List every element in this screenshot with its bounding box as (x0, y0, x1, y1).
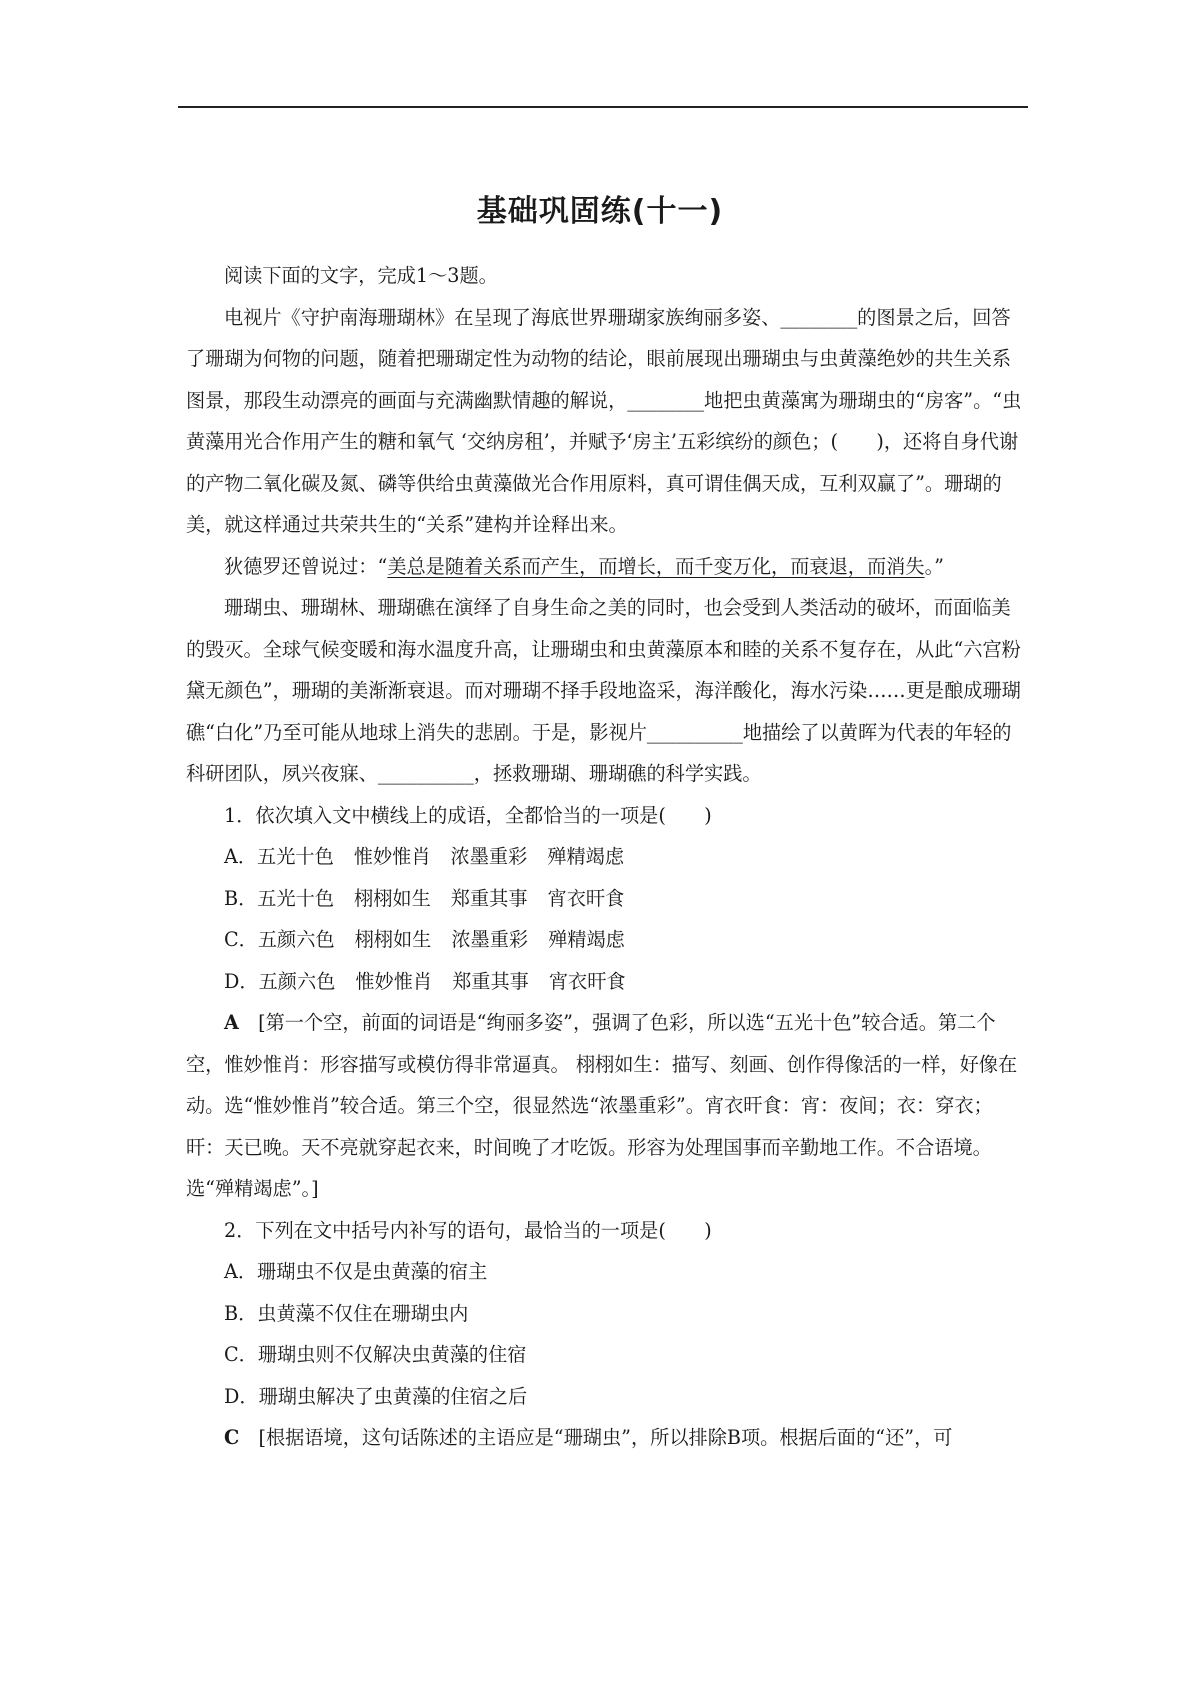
passage-paragraph-2 (186, 546, 1026, 588)
page-title: 基础巩固练(十一) (476, 194, 724, 229)
document-body (186, 255, 1026, 1459)
question-2-option-b: B．虫黄藻不仅住在珊瑚虫内 (224, 1301, 469, 1325)
quote-tail: 。” (924, 554, 944, 578)
question-2-option-a: A．珊瑚虫不仅是虫黄藻的宿主 (224, 1260, 488, 1283)
question-2-answer (186, 1417, 1026, 1459)
question-1-stem: 1．依次填入文中横线上的成语，全都恰当的一项是( ) (224, 803, 712, 827)
passage-paragraph-3: 珊瑚虫、珊瑚林、珊瑚礁在演绎了自身生命之美的同时，也会受到人类活动的破坏，而面临美的毁灭。全球气候变暖和海水温度升高，让珊瑚虫和虫黄藻原本和睦的关系不复存在，从此“六宫粉黛无颜色”，珊瑚的美渐渐衰退。而对珊瑚不择手段地盗采，海洋酸化，海水污染……更是酿成珊瑚礁“白化”乃至可能从地球上消失的悲剧。于是，影视片__________地描绘了以黄晖为代表的年轻的科研团队，夙兴夜寐、__________，拯救珊瑚、珊瑚礁的科学实践。 (186, 596, 1021, 785)
question-1-option-d: D．五颜六色 惟妙惟肖 郑重其事 宵衣旰食 (224, 969, 626, 993)
question-1-option-b: B．五光十色 栩栩如生 郑重其事 宵衣旰食 (224, 886, 625, 910)
question-2-option-d: D．珊瑚虫解决了虫黄藻的住宿之后 (224, 1384, 528, 1408)
question-1-option-a: A．五光十色 惟妙惟肖 浓墨重彩 殚精竭虑 (224, 845, 625, 868)
answer-explanation: [根据语境，这句话陈述的主语应是“珊瑚虫”，所以排除B项。根据后面的“还”，可 (258, 1426, 953, 1449)
answer-explanation: [第一个空，前面的词语是“绚丽多姿”，强调了色彩，所以选“五光十色”较合适。第二个空，惟妙惟肖：形容描写或模仿得非常逼真。 栩栩如生：描写、刻画、创作得像活的一样，好像在动。选“惟妙惟肖”较合适。第三个空，很显然选“浓墨重彩”。宵衣旰食：宵：夜间；衣：穿衣；旰：天已晚。天不亮就穿起衣来，时间晚了才吃饭。形容为处理国事而辛勤地工作。不合语境。选“殚精竭虑”。] (186, 1011, 1018, 1200)
underlined-quote: 美总是随着关系而产生，而增长，而千变万化，而衰退，而消失 (387, 554, 925, 578)
question-1-answer (186, 1002, 1026, 1210)
answer-key: A (224, 1011, 239, 1034)
question-2-option-c: C．珊瑚虫则不仅解决虫黄藻的住宿 (224, 1343, 527, 1366)
passage-paragraph-1: 电视片《守护南海珊瑚林》在呈现了海底世界珊瑚家族绚丽多姿、________的图景之后，回答了珊瑚为何物的问题，随着把珊瑚定性为动物的结论，眼前展现出珊瑚虫与虫黄藻绝妙的共生关系图景，那段生动漂亮的画面与充满幽默情趣的解说，________地把虫黄藻寓为珊瑚虫的“房客”。“虫黄藻用光合作用产生的糖和氧气 ‘交纳房租’，并赋予‘房主’五彩缤纷的颜色；( )，还将自身代谢的产物二氧化碳及氮、磷等供给虫黄藻做光合作用原料，真可谓佳偶天成，互利双赢了”。珊瑚的美，就这样通过共荣共生的“关系”建构并诠释出来。 (186, 305, 1022, 536)
quote-lead: 狄德罗还曾说过：“ (224, 554, 388, 578)
header-rule (178, 106, 1028, 108)
answer-key: C (224, 1426, 240, 1449)
instruction: 阅读下面的文字，完成1～3题。 (224, 264, 498, 287)
question-2-stem: 2．下列在文中括号内补写的语句，最恰当的一项是( ) (224, 1218, 712, 1242)
question-1-option-c: C．五颜六色 栩栩如生 浓墨重彩 殚精竭虑 (224, 928, 625, 951)
